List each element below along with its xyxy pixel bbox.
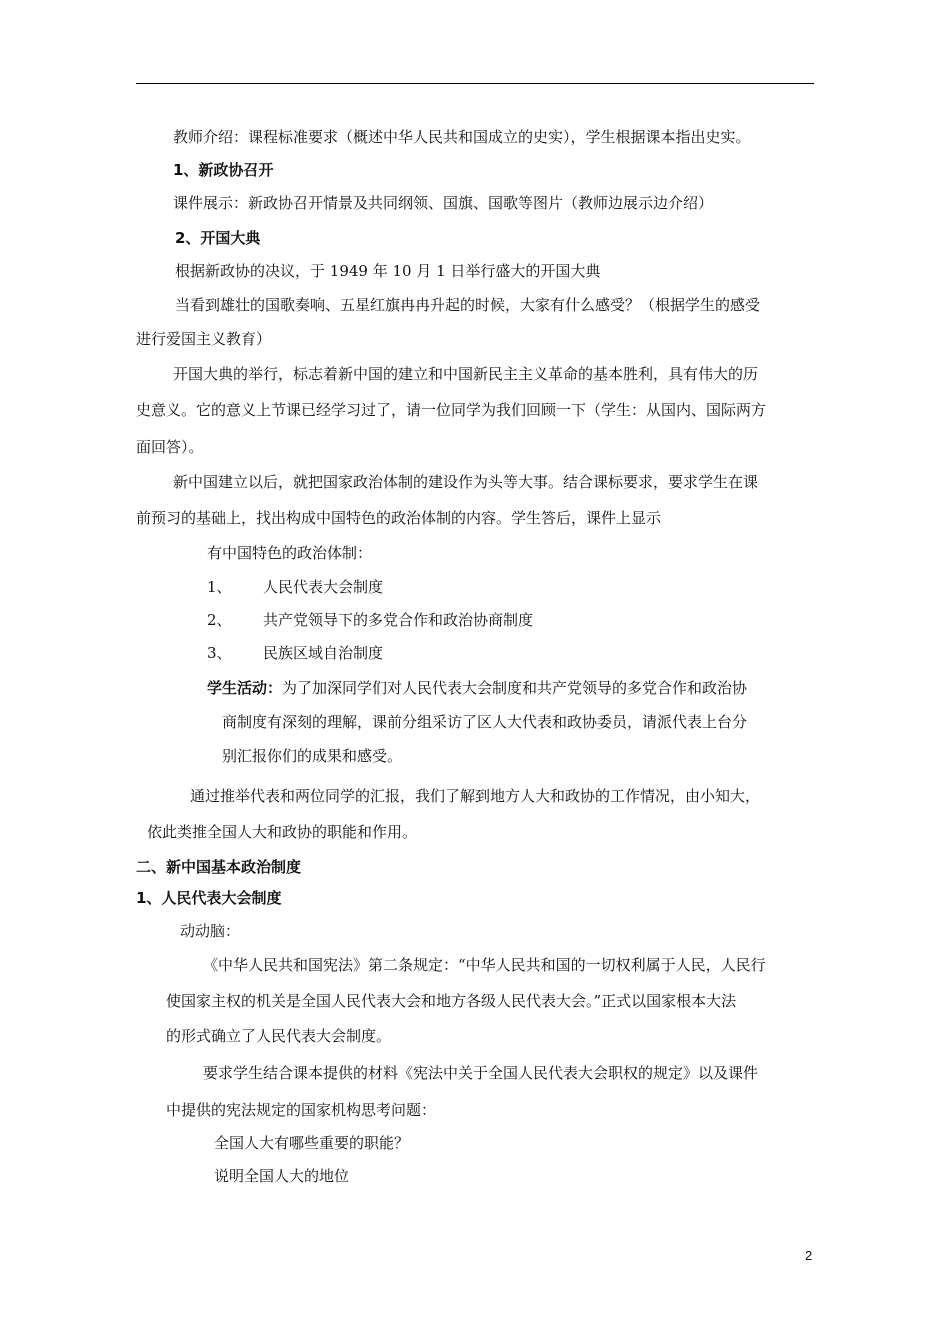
text-line: 要求学生结合课本提供的材料《宪法中关于全国人民代表大会职权的规定》以及课件 xyxy=(203,1064,759,1082)
activity-label: 学生活动： xyxy=(207,679,283,697)
list-item xyxy=(207,577,383,597)
text-line: 全国人大有哪些重要的职能？ xyxy=(214,1134,410,1152)
text-line: 商制度有深刻的理解，课前分组采访了区人大代表和政协委员，请派代表上台分 xyxy=(222,713,748,731)
text-line: 开国大典的举行，标志着新中国的建立和中国新民主主义革命的基本胜利，具有伟大的历 xyxy=(173,365,759,383)
text-line: 依此类推全国人大和政协的职能和作用。 xyxy=(147,823,418,841)
list-text: 民族区域自治制度 xyxy=(263,644,384,662)
text-line: 别汇报你们的成果和感受。 xyxy=(222,747,403,765)
text-line: 中提供的宪法规定的国家机构思考问题： xyxy=(166,1101,437,1119)
text-line: 当看到雄壮的国歌奏响、五星红旗冉冉升起的时候，大家有什么感受？（根据学生的感受 xyxy=(175,296,761,314)
text-line: 进行爱国主义教育） xyxy=(136,330,272,348)
text-line: 面回答）。 xyxy=(136,438,204,456)
section-heading: 1、新政协召开 xyxy=(173,161,274,179)
section-heading: 2、开国大典 xyxy=(175,229,261,247)
list-number: 2、 xyxy=(207,611,232,629)
activity-text: 为了加深同学们对人民代表大会制度和共产党领导的多党合作和政治协 xyxy=(282,679,748,697)
list-item xyxy=(207,643,383,663)
text-line: 通过推举代表和两位同学的汇报，我们了解到地方人大和政协的工作情况，由小知大， xyxy=(190,787,761,805)
text-line: 说明全国人大的地位 xyxy=(214,1167,350,1185)
text-line: 前预习的基础上，找出构成中国特色的政治体制的内容。学生答后，课件上显示 xyxy=(136,509,662,527)
text-line: 教师介绍：课程标准要求（概述中华人民共和国成立的史实），学生根据课本指出史实。 xyxy=(173,128,751,146)
list-number: 1、 xyxy=(207,578,232,596)
list-item xyxy=(207,610,533,630)
text-line: 课件展示：新政协召开情景及共同纲领、国旗、国歌等图片（教师边展示边介绍） xyxy=(173,194,714,212)
section-heading: 1、人民代表大会制度 xyxy=(136,889,282,907)
text-line xyxy=(207,678,747,698)
text-line: 的形式确立了人民代表大会制度。 xyxy=(166,1027,392,1045)
text-line: 史意义。它的意义上节课已经学习过了，请一位同学为我们回顾一下（学生：从国内、国际两方 xyxy=(136,401,767,419)
text-line: 使国家主权的机关是全国人民代表大会和地方各级人民代表大会。”正式以国家根本大法 xyxy=(166,992,737,1010)
header-rule xyxy=(136,83,814,84)
text-line: 《中华人民共和国宪法》第二条规定：“中华人民共和国的一切权利属于人民，人民行 xyxy=(203,956,766,974)
list-text: 人民代表大会制度 xyxy=(263,578,384,596)
section-heading: 二、新中国基本政治制度 xyxy=(136,858,302,876)
list-text: 共产党领导下的多党合作和政治协商制度 xyxy=(263,611,534,629)
list-number: 3、 xyxy=(207,644,232,662)
text-line: 根据新政协的决议，于 1949 年 10 月 1 日举行盛大的开国大典 xyxy=(175,262,601,280)
text-line: 有中国特色的政治体制： xyxy=(207,544,373,562)
page-number: 2 xyxy=(805,1248,813,1263)
text-line: 动动脑： xyxy=(180,922,241,940)
text-line: 新中国建立以后，就把国家政治体制的建设作为头等大事。结合课标要求，要求学生在课 xyxy=(173,473,759,491)
